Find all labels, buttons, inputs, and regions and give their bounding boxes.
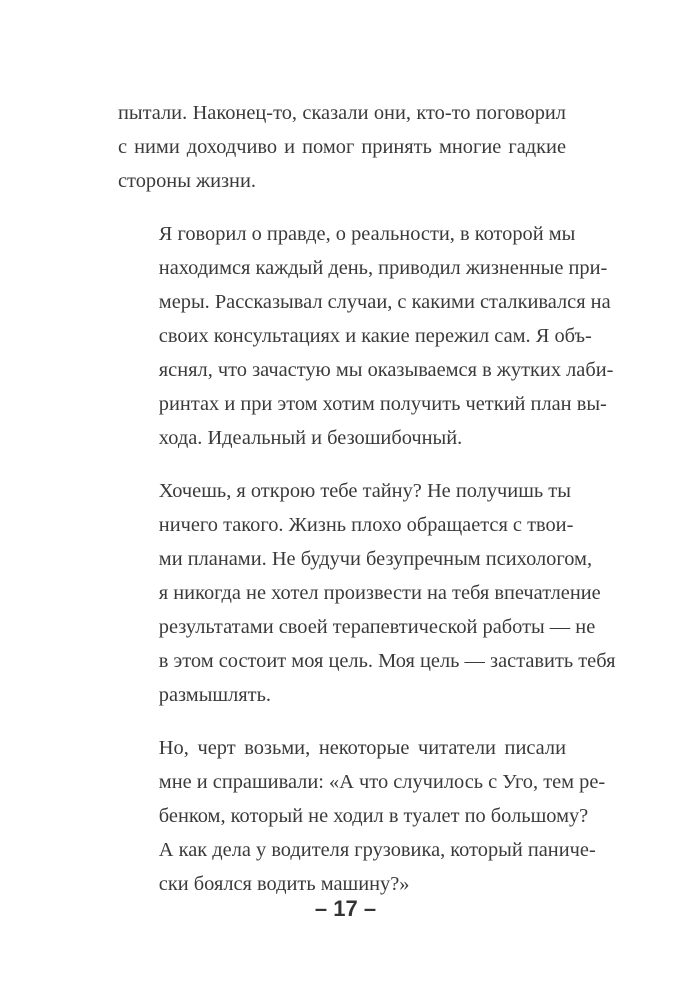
- text-line: ми планами. Не будучи безупречным психологом,: [158, 548, 593, 570]
- text-line: Но, черт возьми, некоторые читатели писали: [158, 737, 566, 759]
- text-line: своих консультациях и какие пережил сам. Я объ-: [158, 325, 592, 347]
- text-line: ринтах и при этом хотим получить четкий план вы-: [158, 393, 607, 415]
- text-line: бенком, который не ходил в туалет по большому?: [158, 805, 589, 827]
- text-line: ничего такого. Жизнь плохо обращается с твои-: [158, 514, 574, 536]
- text-line: Хочешь, я открою тебе тайну? Не получишь ты: [158, 480, 571, 502]
- text-line: хода. Идеальный и безошибочный.: [158, 427, 463, 449]
- text-line: находимся каждый день, приводил жизненные при-: [158, 257, 608, 279]
- text-line: результатами своей терапевтической работы — не: [158, 616, 596, 638]
- paragraph-4: [118, 731, 606, 901]
- text-line: пытали. Наконец-то, сказали они, кто-то поговорил: [118, 102, 566, 124]
- page-number: – 17 –: [314, 896, 377, 921]
- text-line: А как дела у водителя грузовика, который паниче-: [158, 839, 596, 861]
- text-line: с ними доходчиво и помог принять многие гадкие: [118, 136, 566, 158]
- text-line: Я говорил о правде, о реальности, в которой мы: [158, 223, 576, 245]
- paragraph-2: [118, 217, 614, 455]
- paragraph-1: [118, 96, 566, 198]
- body-text: [118, 96, 616, 920]
- text-line: меры. Рассказывал случаи, с какими сталкивался на: [158, 291, 611, 313]
- paragraph-3: [118, 474, 616, 712]
- text-line: мне и спрашивали: «А что случилось с Уго, тем ре-: [158, 771, 606, 793]
- text-line: яснял, что зачастую мы оказываемся в жутких лаби-: [158, 359, 614, 381]
- text-line: ски боялся водить машину?»: [158, 873, 410, 895]
- text-line: стороны жизни.: [118, 170, 256, 192]
- text-line: размышлять.: [158, 684, 271, 706]
- text-line: я никогда не хотел произвести на тебя впечатление: [158, 582, 601, 604]
- text-line: в этом состоит моя цель. Моя цель — заставить тебя: [158, 650, 616, 672]
